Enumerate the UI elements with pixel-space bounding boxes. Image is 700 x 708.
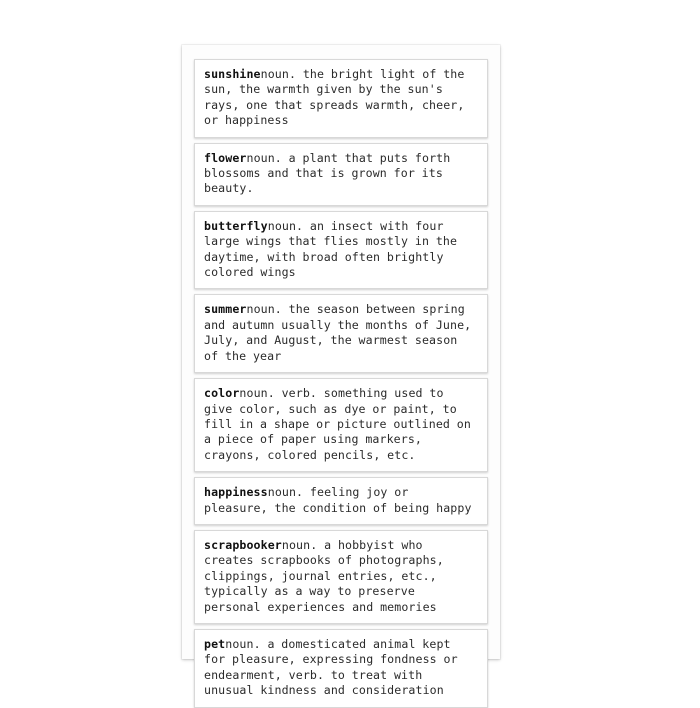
entry-definition: a domesticated animal kept for pleasure, expressing fondness or endearment, verb. to treat with unusual kindness and consideration (204, 636, 458, 698)
list-item[interactable] (194, 211, 488, 290)
sticker-sheet (182, 45, 500, 698)
entry-definition: the bright light of the sun, the warmth given by the sun's rays, one that spreads warmth, cheer, or happiness (204, 67, 465, 128)
entry-term: scrapbooker (204, 537, 282, 552)
sticker-list (194, 59, 488, 708)
entry-definition: feeling joy or pleasure, the condition of being happy (204, 485, 472, 515)
list-item[interactable] (194, 477, 488, 525)
entry-term: color (204, 386, 240, 401)
entry-definition: something used to give color, such as dye or paint, to fill in a shape or picture outlined on a piece of paper using markers, crayons, colored pencils, etc. (204, 386, 471, 462)
entry-definition: a hobbyist who creates scrapbooks of photographs, clippings, journal entries, etc., typically as a way to preserve personal experiences and memories (204, 537, 444, 614)
entry-definition: an insect with four large wings that flies mostly in the daytime, with broad often brightly colored wings (204, 218, 458, 280)
entry-part-of-speech: noun. (246, 302, 282, 317)
list-item[interactable] (194, 530, 488, 624)
entry-definition: the season between spring and autumn usually the months of June, July, and August, the warmest season of the year (204, 302, 472, 363)
entry-term: happiness (204, 485, 268, 500)
definition-entry (204, 538, 478, 615)
definition-entry (204, 637, 478, 699)
definition-entry (204, 67, 478, 129)
entry-term: summer (204, 302, 247, 317)
entry-part-of-speech: noun. verb. (239, 386, 317, 401)
definition-entry (204, 386, 478, 463)
entry-term: flower (204, 150, 247, 165)
list-item[interactable] (194, 59, 488, 138)
entry-term: sunshine (204, 67, 261, 81)
entry-part-of-speech: noun. (267, 485, 304, 500)
list-item[interactable] (194, 629, 488, 708)
entry-part-of-speech: noun. (225, 636, 261, 651)
entry-part-of-speech: noun. (267, 218, 304, 233)
definition-entry (204, 302, 478, 364)
entry-part-of-speech: noun. (246, 150, 282, 165)
definition-entry (204, 219, 478, 281)
entry-term: butterfly (204, 218, 268, 233)
definition-entry (204, 151, 478, 197)
entry-definition: a plant that puts forth blossoms and that is grown for its beauty. (204, 150, 451, 196)
entry-term: pet (204, 636, 226, 651)
entry-part-of-speech: noun. (260, 67, 297, 81)
list-item[interactable] (194, 378, 488, 472)
list-item[interactable] (194, 294, 488, 373)
entry-part-of-speech: noun. (281, 537, 318, 552)
list-item[interactable] (194, 143, 488, 206)
definition-entry (204, 485, 478, 516)
